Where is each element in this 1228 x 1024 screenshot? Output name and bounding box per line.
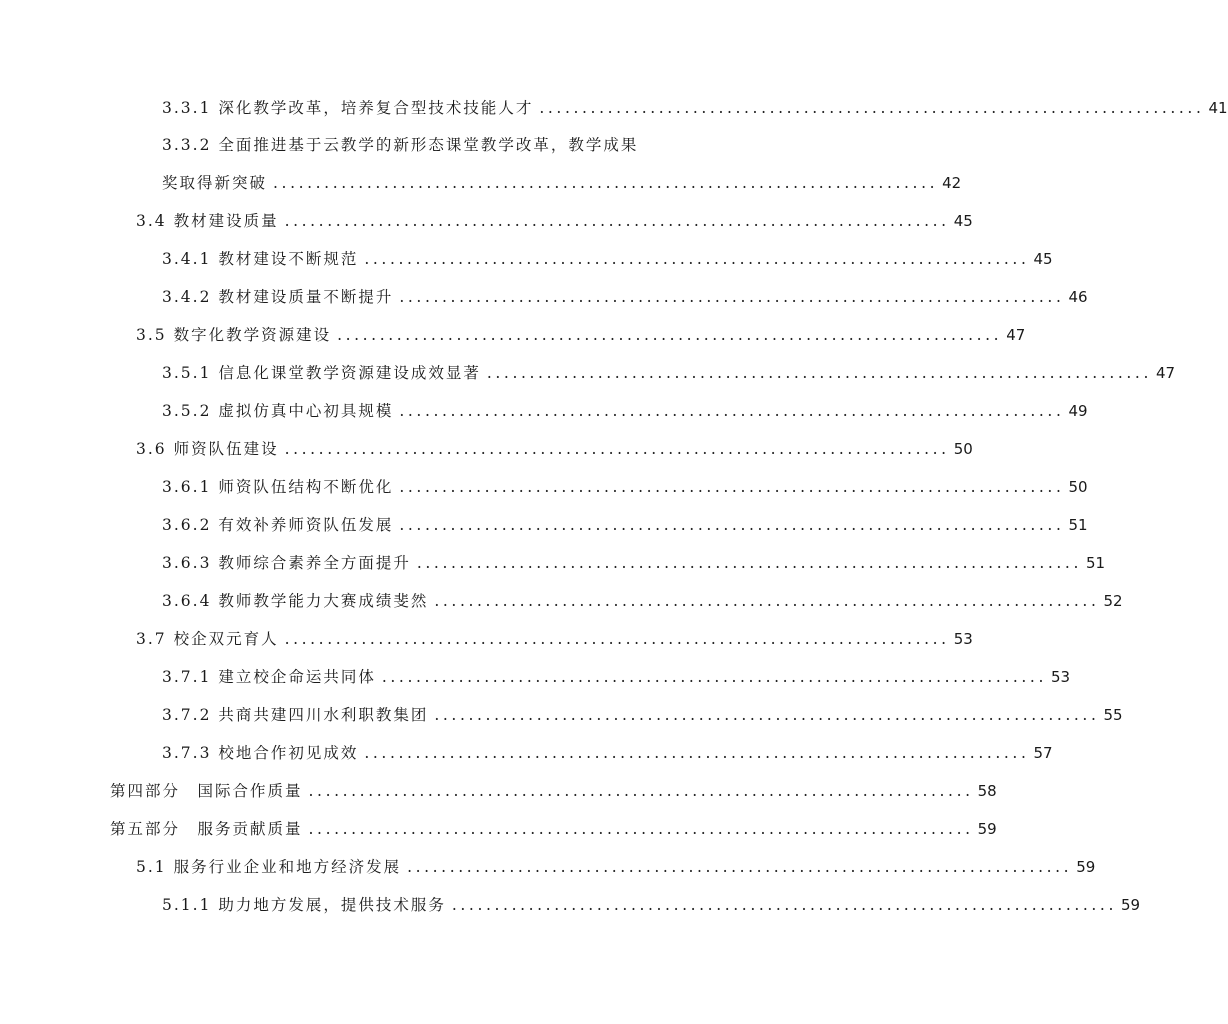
toc-entry[interactable]	[162, 701, 1123, 729]
dot-leader: ..............................................................................	[284, 440, 950, 458]
dot-leader: ..............................................................................	[308, 782, 974, 800]
dot-leader: ..............................................................................	[399, 478, 1065, 496]
toc-entry-title: 3.4.1 教材建设不断规范	[162, 250, 359, 268]
toc-entry[interactable]	[162, 94, 1228, 122]
toc-entry[interactable]	[162, 359, 1176, 387]
toc-entry-title: 3.7.1 建立校企命运共同体	[162, 668, 376, 686]
toc-entry[interactable]	[136, 207, 973, 235]
toc-entry-page: 46	[1068, 288, 1088, 306]
toc-entry-page: 55	[1103, 706, 1123, 724]
dot-leader: ..............................................................................	[399, 402, 1065, 420]
toc-entry[interactable]	[162, 397, 1088, 425]
toc-entry-title: 3.6.2 有效补养师资队伍发展	[162, 516, 394, 534]
toc-entry-title: 3.6 师资队伍建设	[136, 440, 279, 458]
toc-entry-title: 5.1.1 助力地方发展，提供技术服务	[162, 896, 446, 914]
toc-entry-page: 58	[977, 782, 997, 800]
toc-entry-page: 59	[1076, 858, 1096, 876]
toc-entry[interactable]	[162, 891, 1141, 919]
toc-entry[interactable]	[136, 853, 1096, 881]
dot-leader: ..............................................................................	[416, 554, 1082, 572]
toc-entry-title: 3.7.2 共商共建四川水利职教集团	[162, 706, 429, 724]
dot-leader: ..............................................................................	[399, 288, 1065, 306]
dot-leader: ..............................................................................	[337, 326, 1003, 344]
toc-entry[interactable]	[136, 625, 973, 653]
toc-entry-title: 3.4.2 教材建设质量不断提升	[162, 288, 394, 306]
toc-entry[interactable]	[162, 739, 1053, 767]
toc-entry-continuation[interactable]	[162, 169, 962, 197]
toc-entry[interactable]	[110, 777, 997, 805]
toc-entry-title: 3.7.3 校地合作初见成效	[162, 744, 359, 762]
toc-entry-page: 47	[1155, 364, 1176, 382]
toc-entry-page: 41	[1208, 99, 1228, 117]
toc-entry[interactable]	[162, 131, 639, 159]
toc-entry-page: 53	[953, 630, 973, 648]
dot-leader: ..............................................................................	[539, 99, 1205, 117]
toc-entry[interactable]	[162, 283, 1088, 311]
toc-entry-page: 45	[953, 212, 973, 230]
toc-entry-title: 3.5 数字化教学资源建设	[136, 326, 332, 344]
toc-entry[interactable]	[162, 245, 1053, 273]
dot-leader: ..............................................................................	[364, 250, 1030, 268]
dot-leader: ..............................................................................	[434, 592, 1100, 610]
toc-entry-page: 51	[1085, 554, 1106, 572]
dot-leader: ..............................................................................	[308, 820, 974, 838]
toc-entry-title: 3.6.1 师资队伍结构不断优化	[162, 478, 394, 496]
toc-entry[interactable]	[162, 663, 1071, 691]
toc-entry-title: 3.5.1 信息化课堂教学资源建设成效显著	[162, 364, 481, 382]
toc-entry-page: 47	[1006, 326, 1026, 344]
toc-entry-title: 3.3.1 深化教学改革，培养复合型技术技能人才	[162, 99, 534, 117]
toc-entry-page: 59	[977, 820, 997, 838]
toc-entry-page: 57	[1033, 744, 1053, 762]
toc-entry[interactable]	[162, 511, 1088, 539]
toc-entry[interactable]	[162, 549, 1106, 577]
dot-leader: ..............................................................................	[451, 896, 1117, 914]
toc-entry-title: 3.6.3 教师综合素养全方面提升	[162, 554, 411, 572]
toc-entry-title: 3.3.2 全面推进基于云教学的新形态课堂教学改革，教学成果	[162, 136, 639, 154]
toc-entry-page: 53	[1050, 668, 1071, 686]
toc-entry-page: 59	[1120, 896, 1141, 914]
toc-entry[interactable]	[110, 815, 997, 843]
toc-entry[interactable]	[136, 435, 973, 463]
toc-entry-title: 第四部分 国际合作质量	[110, 782, 303, 800]
toc-entry-page: 52	[1103, 592, 1123, 610]
dot-leader: ..............................................................................	[284, 630, 950, 648]
toc-entry-title: 3.4 教材建设质量	[136, 212, 279, 230]
toc-entry-title: 第五部分 服务贡献质量	[110, 820, 303, 838]
dot-leader: ..............................................................................	[364, 744, 1030, 762]
toc-entry-page: 42	[942, 174, 962, 192]
toc-entry-title: 5.1 服务行业企业和地方经济发展	[136, 858, 402, 876]
toc-entry-page: 50	[1068, 478, 1088, 496]
toc-entry[interactable]	[136, 321, 1026, 349]
toc-entry-title: 3.7 校企双元育人	[136, 630, 279, 648]
dot-leader: ..............................................................................	[381, 668, 1047, 686]
toc-entry-page: 49	[1068, 402, 1088, 420]
dot-leader: ..............................................................................	[486, 364, 1152, 382]
toc-entry-title: 奖取得新突破	[162, 174, 268, 192]
dot-leader: ..............................................................................	[434, 706, 1100, 724]
dot-leader: ..............................................................................	[399, 516, 1065, 534]
dot-leader: ..............................................................................	[407, 858, 1073, 876]
toc-entry-title: 3.5.2 虚拟仿真中心初具规模	[162, 402, 394, 420]
toc-entry-page: 50	[953, 440, 973, 458]
toc-entry-title: 3.6.4 教师教学能力大赛成绩斐然	[162, 592, 429, 610]
dot-leader: ..............................................................................	[284, 212, 950, 230]
toc-entry-page: 51	[1068, 516, 1088, 534]
toc-entry-page: 45	[1033, 250, 1053, 268]
toc-entry[interactable]	[162, 473, 1088, 501]
dot-leader: ..............................................................................	[273, 174, 939, 192]
toc-entry[interactable]	[162, 587, 1123, 615]
